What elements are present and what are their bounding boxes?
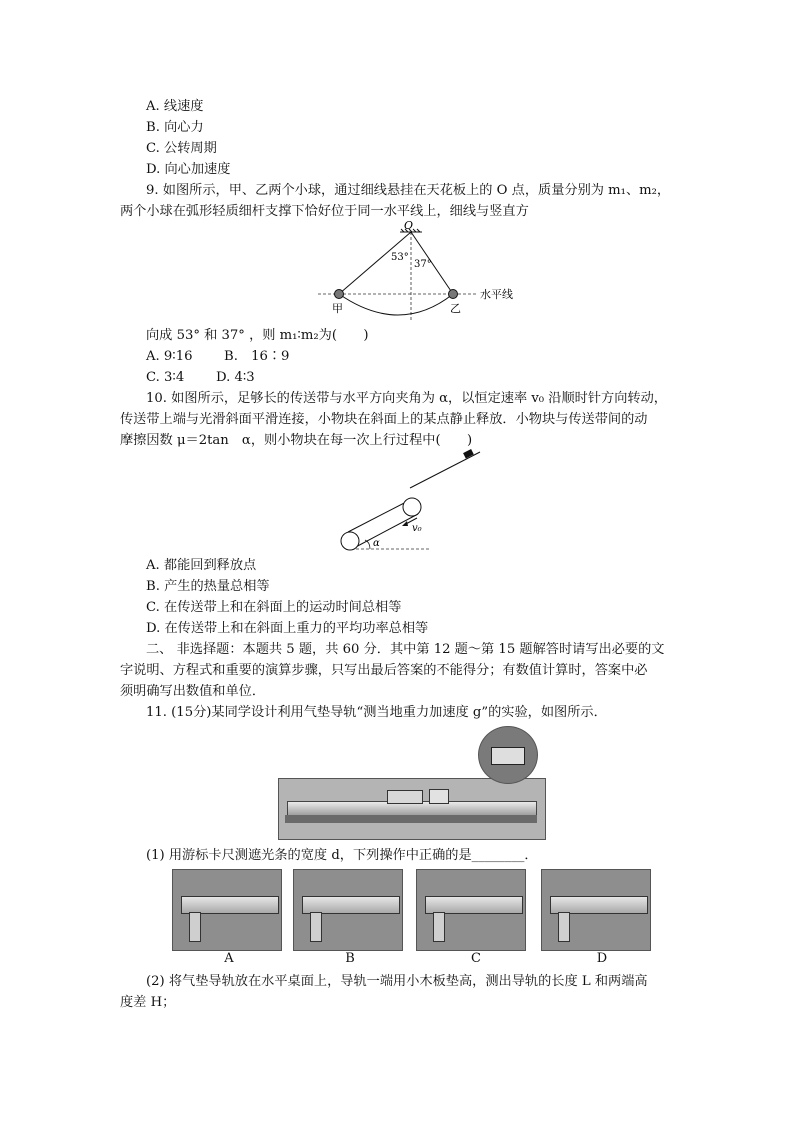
pendulum-diagram bbox=[300, 220, 520, 325]
caliper-label-a: A bbox=[224, 951, 234, 966]
air-track-photo bbox=[278, 778, 546, 840]
small-block bbox=[463, 449, 474, 458]
q10-stem-line1: 10. 如图所示，足够长的传送带与水平方向夹角为 α，以恒定速率 v₀ 沿顺时针方向转动， bbox=[146, 391, 667, 406]
angle-alpha-label: α bbox=[373, 538, 380, 549]
string-left bbox=[339, 232, 411, 294]
section2-line2: 字说明、方程式和重要的演算步骤，只写出最后答案的不能得分；有数值计算时，答案中必 bbox=[120, 663, 648, 678]
belt-bottom bbox=[352, 514, 418, 549]
q10-stem-line2: 传送带上端与光滑斜面平滑连接，小物块在斜面上的某点静止释放．小物块与传送带间的动 bbox=[120, 412, 648, 427]
horizontal-line-label: 水平线 bbox=[480, 288, 513, 301]
caliper-photo-b bbox=[293, 869, 403, 951]
caliper-label-c: C bbox=[471, 951, 481, 966]
ball-jia bbox=[335, 290, 344, 299]
q10-option-a: A. 都能回到释放点 bbox=[146, 558, 257, 573]
q11-sub1: (1) 用游标卡尺测遮光条的宽度 d，下列操作中正确的是________． bbox=[146, 848, 538, 863]
angle-37-label: 37° bbox=[414, 259, 432, 270]
caliper-d-jaw bbox=[558, 912, 570, 942]
point-o-label: O bbox=[404, 220, 414, 232]
photogate bbox=[429, 789, 449, 804]
q10-option-b: B. 产生的热量总相等 bbox=[146, 579, 270, 594]
roller-top bbox=[403, 498, 421, 516]
glider bbox=[387, 790, 423, 804]
section2-line1: 二、 非选择题：本题共 5 题，共 60 分．其中第 12 题～第 15 题解答时请写出必要的文 bbox=[146, 642, 665, 657]
air-track-base bbox=[285, 815, 537, 823]
belt-top bbox=[348, 500, 410, 532]
q8-option-d: D. 向心加速度 bbox=[146, 162, 231, 177]
ball-jia-label: 甲 bbox=[332, 302, 343, 315]
q11-sub2-line1: (2) 将气垫导轨放在水平桌面上，导轨一端用小木板垫高，测出导轨的长度 L 和两端高 bbox=[146, 974, 648, 989]
caliper-photo-d bbox=[541, 869, 651, 951]
inset-photogate bbox=[491, 747, 525, 765]
q8-option-b: B. 向心力 bbox=[146, 120, 204, 135]
angle-53-label: 53° bbox=[391, 252, 409, 263]
caliper-c-jaw bbox=[433, 912, 445, 942]
caliper-label-b: B bbox=[345, 951, 355, 966]
q9-stem-line3: 向成 53° 和 37° ，则 m₁∶m₂为( ) bbox=[146, 328, 369, 343]
q11-sub2-line2: 度差 H； bbox=[120, 995, 176, 1010]
q9-option-c: C. 3∶4 bbox=[146, 370, 185, 385]
caliper-b-jaw bbox=[310, 912, 322, 942]
caliper-label-d: D bbox=[596, 951, 608, 966]
roller-bottom bbox=[341, 532, 359, 550]
q9-option-a: A. 9∶16 bbox=[146, 349, 193, 364]
q10-stem-line3: 摩擦因数 μ＝2tan α，则小物块在每一次上行过程中( ) bbox=[120, 433, 473, 448]
caliper-photo-a bbox=[172, 869, 282, 951]
caliper-photo-c bbox=[416, 869, 526, 951]
q8-option-a: A. 线速度 bbox=[146, 99, 204, 114]
q11-stem-line1: 11. (15分)某同学设计利用气垫导轨“测当地重力加速度 g”的实验，如图所示． bbox=[146, 705, 607, 720]
q10-option-c: C. 在传送带上和在斜面上的运动时间总相等 bbox=[146, 600, 402, 615]
section2-line3: 须明确写出数值和单位． bbox=[120, 684, 266, 699]
ball-yi-label: 乙 bbox=[450, 302, 461, 315]
q10-option-d: D. 在传送带上和在斜面上重力的平均功率总相等 bbox=[146, 621, 429, 636]
q9-option-d: D. 4∶3 bbox=[216, 370, 255, 385]
caliper-a-jaw bbox=[189, 912, 201, 942]
conveyor-diagram bbox=[330, 448, 490, 556]
velocity-label: v₀ bbox=[412, 523, 422, 534]
incline-surface bbox=[410, 452, 480, 488]
photo-inset-zoom bbox=[478, 726, 538, 784]
support-arc bbox=[339, 294, 453, 315]
q9-option-b: B. 16∶9 bbox=[224, 349, 290, 364]
q9-stem-line1: 9. 如图所示，甲、乙两个小球，通过细线悬挂在天花板上的 O 点，质量分别为 m₁、m₂， bbox=[146, 183, 671, 198]
ball-yi bbox=[449, 290, 458, 299]
q9-stem-line2: 两个小球在弧形轻质细杆支撑下恰好位于同一水平线上，细线与竖直方 bbox=[120, 204, 529, 219]
q8-option-c: C. 公转周期 bbox=[146, 141, 217, 156]
